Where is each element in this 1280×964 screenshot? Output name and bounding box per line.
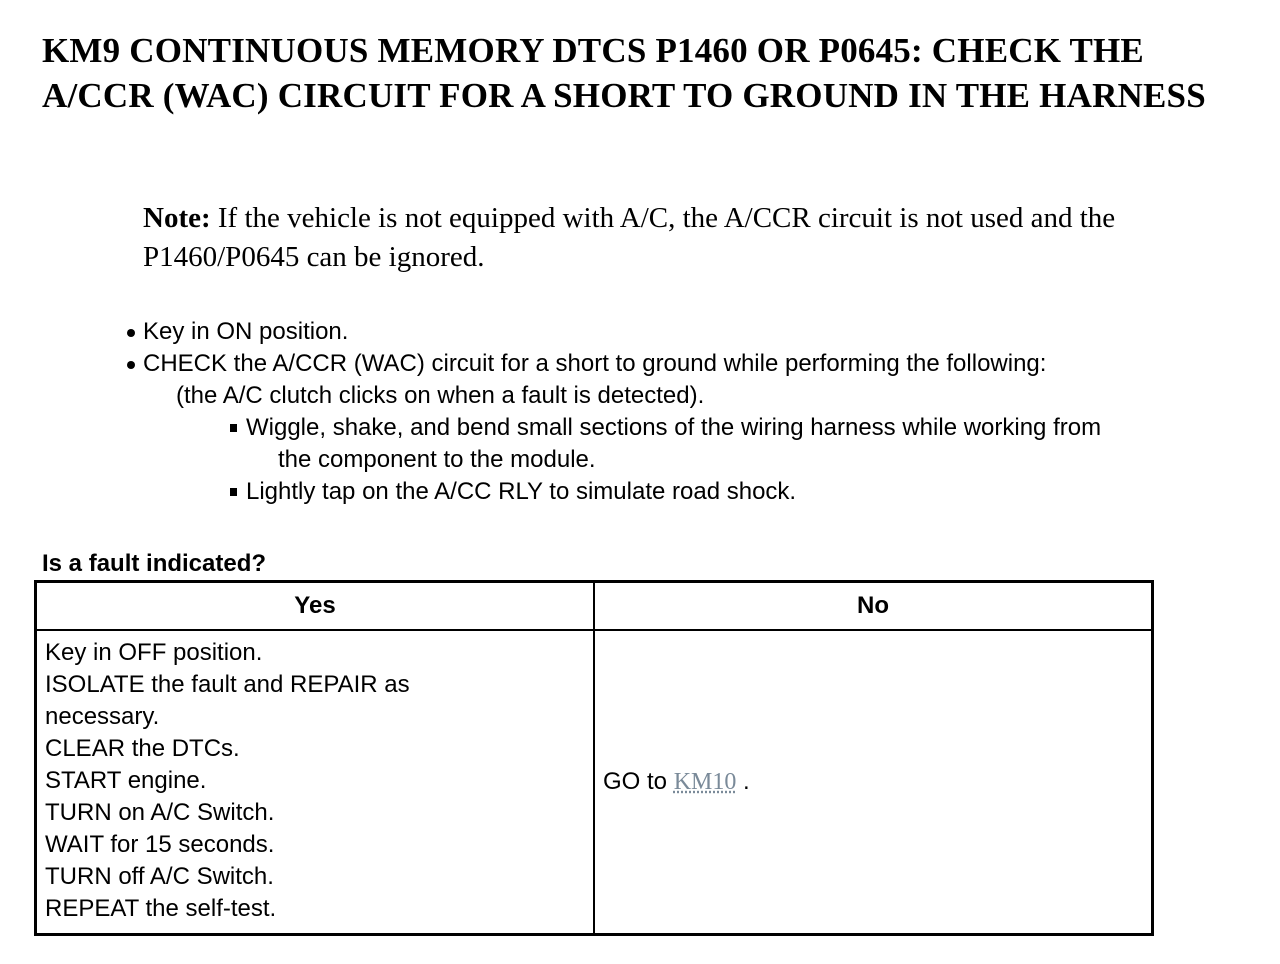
substep-text: Lightly tap on the A/CC RLY to simulate road shock.: [246, 478, 797, 505]
step-text: CHECK the A/CCR (WAC) circuit for a short to ground while performing the following:: [143, 350, 1047, 377]
goto-suffix: .: [743, 768, 750, 795]
step-item: [124, 316, 1254, 348]
yes-header: Yes: [36, 582, 595, 631]
yes-action-line: WAIT for 15 seconds.: [45, 831, 275, 858]
step-item: [124, 348, 1254, 380]
yes-action-line: TURN off A/C Switch.: [45, 863, 274, 890]
bullet-icon: [127, 361, 135, 369]
no-action-cell: [594, 630, 1153, 935]
substep-item: [227, 476, 1254, 508]
procedure-steps: [124, 316, 1254, 508]
yes-action-line: Key in OFF position.: [45, 639, 263, 666]
substep-list: [124, 412, 1254, 508]
square-bullet-icon: [230, 488, 237, 496]
substep-text: Wiggle, shake, and bend small sections of the wiring harness while working from: [246, 414, 1102, 441]
substep-continuation: the component to the module.: [278, 446, 596, 473]
page-title: KM9 CONTINUOUS MEMORY DTCS P1460 OR P0645: CHECK THE A/CCR (WAC) CIRCUIT FOR A SHORT TO GROUND IN THE HARNESS: [42, 31, 1206, 115]
km10-link[interactable]: KM10: [673, 769, 737, 795]
yes-action-line: START engine.: [45, 767, 207, 794]
note-label: Note:: [143, 202, 211, 234]
yes-action-line: necessary.: [45, 703, 160, 730]
step-continuation: (the A/C clutch clicks on when a fault is detected).: [176, 382, 705, 409]
yes-actions-cell: [36, 630, 595, 935]
yes-action-line: REPEAT the self-test.: [45, 895, 277, 922]
table-header-row: [36, 582, 1153, 631]
note: [143, 199, 1233, 277]
yes-action-line: TURN on A/C Switch.: [45, 799, 275, 826]
step-text: Key in ON position.: [143, 318, 349, 345]
goto-prefix: GO to: [603, 768, 668, 795]
note-text: If the vehicle is not equipped with A/C, the A/CCR circuit is not used and the P1460/P0645 can be ignored.: [143, 202, 1116, 273]
square-bullet-icon: [230, 424, 237, 432]
yes-action-line: CLEAR the DTCs.: [45, 735, 240, 762]
substep-item: [227, 412, 1254, 444]
no-header: No: [594, 582, 1153, 631]
question-label: Is a fault indicated?: [42, 550, 267, 577]
table-row: [36, 630, 1153, 935]
yes-action-line: ISOLATE the fault and REPAIR as: [45, 671, 410, 698]
bullet-icon: [127, 329, 135, 337]
result-table: [34, 580, 1154, 936]
